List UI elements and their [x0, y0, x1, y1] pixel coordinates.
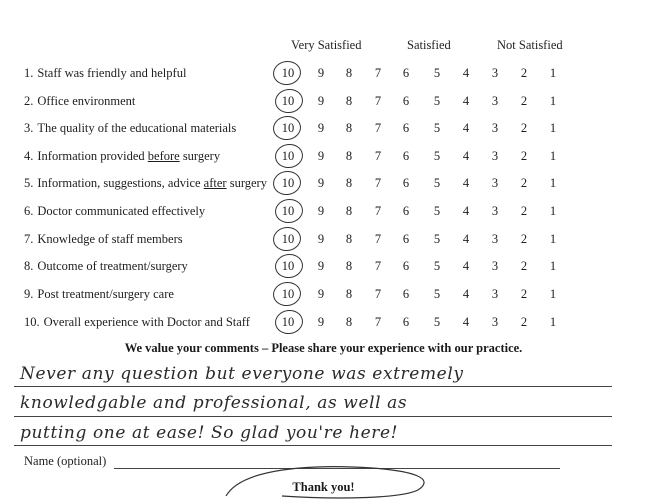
rating-option-5[interactable]: 5 [433, 204, 441, 218]
comment-line [14, 416, 612, 417]
selected-rating-circle [271, 114, 302, 142]
rating-option-2[interactable]: 2 [520, 176, 528, 190]
question-number: 5. [24, 176, 34, 190]
rating-option-9[interactable]: 9 [317, 176, 325, 190]
question-text: Office environment [37, 94, 136, 108]
rating-option-1[interactable]: 1 [549, 94, 557, 108]
rating-option-6[interactable]: 6 [402, 232, 410, 246]
rating-option-2[interactable]: 2 [520, 94, 528, 108]
question-row [0, 63, 647, 85]
rating-option-4[interactable]: 4 [462, 315, 470, 329]
rating-option-3[interactable]: 3 [491, 259, 499, 273]
rating-option-10[interactable]: 10 [281, 94, 295, 108]
rating-option-5[interactable]: 5 [433, 176, 441, 190]
rating-option-7[interactable]: 7 [374, 232, 382, 246]
question-number: 3. [24, 121, 34, 135]
rating-option-5[interactable]: 5 [433, 149, 441, 163]
rating-option-4[interactable]: 4 [462, 149, 470, 163]
rating-option-8[interactable]: 8 [345, 176, 353, 190]
rating-option-1[interactable]: 1 [549, 149, 557, 163]
question-number: 4. [24, 149, 34, 163]
rating-option-6[interactable]: 6 [402, 94, 410, 108]
question-text: The quality of the educational materials [37, 121, 237, 135]
comments-prompt: We value your comments – Please share your experience with our practice. [124, 341, 523, 355]
question-label [24, 232, 183, 247]
rating-option-8[interactable]: 8 [345, 315, 353, 329]
rating-option-10[interactable]: 10 [281, 315, 295, 329]
question-label [24, 287, 174, 302]
rating-option-2[interactable]: 2 [520, 66, 528, 80]
rating-option-9[interactable]: 9 [317, 121, 325, 135]
selected-rating-circle [273, 87, 304, 115]
rating-option-10[interactable]: 10 [281, 176, 295, 190]
rating-option-6[interactable]: 6 [402, 176, 410, 190]
header-not-satisfied: Not Satisfied [497, 38, 563, 52]
question-row [0, 118, 647, 140]
selected-rating-circle [273, 252, 304, 280]
rating-option-9[interactable]: 9 [317, 204, 325, 218]
rating-option-2[interactable]: 2 [520, 259, 528, 273]
rating-option-1[interactable]: 1 [549, 259, 557, 273]
rating-option-6[interactable]: 6 [402, 259, 410, 273]
rating-option-8[interactable]: 8 [345, 149, 353, 163]
header-satisfied: Satisfied [407, 38, 451, 52]
rating-option-9[interactable]: 9 [317, 259, 325, 273]
rating-option-3[interactable]: 3 [491, 315, 499, 329]
rating-option-4[interactable]: 4 [462, 204, 470, 218]
rating-option-3[interactable]: 3 [491, 176, 499, 190]
question-number: 6. [24, 204, 34, 218]
rating-option-6[interactable]: 6 [402, 204, 410, 218]
rating-option-3[interactable]: 3 [491, 204, 499, 218]
thank-you-text: Thank you! [292, 480, 355, 494]
question-row [0, 229, 647, 251]
rating-option-9[interactable]: 9 [317, 287, 325, 301]
comment-line [14, 445, 612, 446]
rating-option-10[interactable]: 10 [281, 121, 295, 135]
rating-option-7[interactable]: 7 [374, 287, 382, 301]
handwritten-comment-line-2: knowledgable and professional, as well as [20, 393, 408, 413]
rating-option-4[interactable]: 4 [462, 121, 470, 135]
rating-option-5[interactable]: 5 [433, 287, 441, 301]
rating-option-7[interactable]: 7 [374, 66, 382, 80]
rating-option-3[interactable]: 3 [491, 121, 499, 135]
rating-option-8[interactable]: 8 [345, 204, 353, 218]
question-label [24, 149, 220, 164]
rating-option-10[interactable]: 10 [281, 287, 295, 301]
rating-option-1[interactable]: 1 [549, 66, 557, 80]
header-very-satisfied: Very Satisfied [291, 38, 362, 52]
question-text: Information provided [37, 149, 148, 163]
selected-rating-circle [273, 308, 304, 336]
question-number: 1. [24, 66, 34, 80]
rating-option-4[interactable]: 4 [462, 176, 470, 190]
question-text: Outcome of treatment/surgery [37, 259, 188, 273]
question-text-underlined: before [147, 149, 180, 163]
rating-option-1[interactable]: 1 [549, 176, 557, 190]
name-label: Name (optional) [24, 454, 107, 468]
rating-option-2[interactable]: 2 [520, 315, 528, 329]
question-label [24, 121, 236, 136]
question-text: Staff was friendly and helpful [37, 66, 187, 80]
rating-option-9[interactable]: 9 [317, 94, 325, 108]
rating-option-3[interactable]: 3 [491, 287, 499, 301]
question-label [24, 204, 205, 219]
rating-option-9[interactable]: 9 [317, 315, 325, 329]
rating-option-8[interactable]: 8 [345, 287, 353, 301]
handwritten-comment-line-1: Never any question but everyone was extremely [20, 364, 464, 384]
question-text-underlined: after [203, 176, 227, 190]
question-row [0, 146, 647, 168]
question-number: 7. [24, 232, 34, 246]
rating-option-6[interactable]: 6 [402, 149, 410, 163]
handwritten-comment-line-3: putting one at ease! So glad you're here! [20, 423, 399, 443]
rating-option-6[interactable]: 6 [402, 315, 410, 329]
rating-option-10[interactable]: 10 [281, 149, 295, 163]
rating-option-3[interactable]: 3 [491, 94, 499, 108]
question-row [0, 201, 647, 223]
rating-option-4[interactable]: 4 [462, 259, 470, 273]
rating-option-1[interactable]: 1 [549, 287, 557, 301]
rating-option-8[interactable]: 8 [345, 232, 353, 246]
rating-option-5[interactable]: 5 [433, 66, 441, 80]
rating-option-2[interactable]: 2 [520, 121, 528, 135]
question-label [24, 94, 135, 109]
rating-option-8[interactable]: 8 [345, 94, 353, 108]
rating-option-3[interactable]: 3 [491, 66, 499, 80]
question-number: 2. [24, 94, 34, 108]
question-text: surgery [226, 176, 267, 190]
question-row [0, 312, 647, 334]
question-text: Doctor communicated effectively [37, 204, 206, 218]
question-text: Information, suggestions, advice [37, 176, 204, 190]
selected-rating-circle [273, 142, 304, 170]
rating-option-4[interactable]: 4 [462, 94, 470, 108]
rating-option-2[interactable]: 2 [520, 232, 528, 246]
rating-option-4[interactable]: 4 [462, 66, 470, 80]
rating-option-5[interactable]: 5 [433, 232, 441, 246]
rating-option-2[interactable]: 2 [520, 149, 528, 163]
question-row [0, 173, 647, 195]
rating-option-8[interactable]: 8 [345, 259, 353, 273]
rating-option-7[interactable]: 7 [374, 176, 382, 190]
rating-option-1[interactable]: 1 [549, 121, 557, 135]
rating-option-7[interactable]: 7 [374, 94, 382, 108]
rating-option-10[interactable]: 10 [281, 232, 295, 246]
question-number: 9. [24, 287, 34, 301]
question-row [0, 284, 647, 306]
rating-option-1[interactable]: 1 [549, 315, 557, 329]
rating-option-2[interactable]: 2 [520, 204, 528, 218]
question-row [0, 91, 647, 113]
question-label [24, 66, 186, 81]
question-row [0, 256, 647, 278]
rating-option-1[interactable]: 1 [549, 232, 557, 246]
question-text: Overall experience with Doctor and Staff [43, 315, 250, 329]
rating-option-1[interactable]: 1 [549, 204, 557, 218]
rating-option-5[interactable]: 5 [433, 259, 441, 273]
rating-option-7[interactable]: 7 [374, 149, 382, 163]
rating-option-8[interactable]: 8 [345, 66, 353, 80]
selected-rating-circle [271, 169, 302, 197]
comment-line [14, 386, 612, 387]
rating-option-8[interactable]: 8 [345, 121, 353, 135]
selected-rating-circle [271, 59, 302, 87]
rating-option-10[interactable]: 10 [281, 204, 295, 218]
rating-option-9[interactable]: 9 [317, 232, 325, 246]
question-text: Knowledge of staff members [37, 232, 183, 246]
rating-option-3[interactable]: 3 [491, 149, 499, 163]
question-label [24, 315, 250, 330]
rating-option-7[interactable]: 7 [374, 204, 382, 218]
rating-option-7[interactable]: 7 [374, 259, 382, 273]
selected-rating-circle [271, 225, 302, 253]
question-label [24, 259, 188, 274]
rating-option-5[interactable]: 5 [433, 121, 441, 135]
rating-option-2[interactable]: 2 [520, 287, 528, 301]
rating-option-9[interactable]: 9 [317, 66, 325, 80]
rating-option-3[interactable]: 3 [491, 232, 499, 246]
question-number: 10. [24, 315, 40, 329]
question-number: 8. [24, 259, 34, 273]
question-label [24, 176, 267, 191]
rating-option-6[interactable]: 6 [402, 121, 410, 135]
question-text: Post treatment/surgery care [37, 287, 174, 301]
rating-option-5[interactable]: 5 [433, 315, 441, 329]
question-text: surgery [179, 149, 221, 163]
rating-option-5[interactable]: 5 [433, 94, 441, 108]
selected-rating-circle [271, 280, 302, 308]
rating-option-9[interactable]: 9 [317, 149, 325, 163]
rating-option-6[interactable]: 6 [402, 66, 410, 80]
rating-option-4[interactable]: 4 [462, 287, 470, 301]
selected-rating-circle [273, 197, 304, 225]
rating-option-10[interactable]: 10 [281, 66, 295, 80]
rating-option-7[interactable]: 7 [374, 121, 382, 135]
rating-option-6[interactable]: 6 [402, 287, 410, 301]
rating-option-10[interactable]: 10 [281, 259, 295, 273]
rating-option-7[interactable]: 7 [374, 315, 382, 329]
rating-option-4[interactable]: 4 [462, 232, 470, 246]
